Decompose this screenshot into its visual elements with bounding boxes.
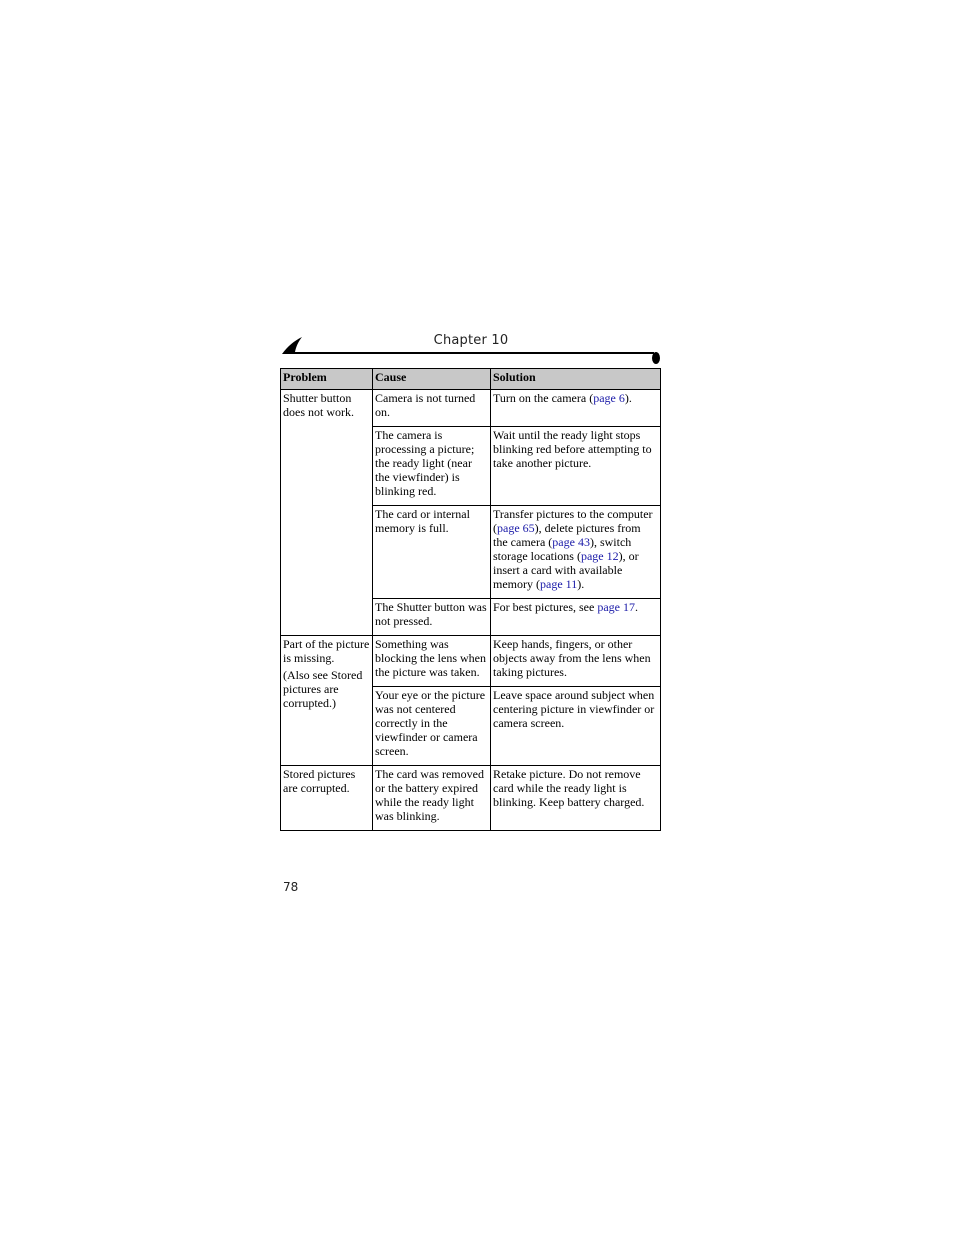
solution-cell <box>491 636 661 687</box>
chapter-header <box>280 330 662 370</box>
solution-text: ( <box>493 521 497 535</box>
chapter-title: Chapter 10 <box>433 333 509 348</box>
page-link[interactable]: page 43 <box>552 535 590 549</box>
problem-text: Stored pictures are corrupted. <box>283 767 356 795</box>
solution-cell <box>491 687 661 766</box>
solution-text: . <box>634 600 638 614</box>
solution-cell <box>491 390 661 427</box>
column-header-solution: Solution <box>491 369 661 390</box>
solution-text: ( <box>548 535 553 549</box>
column-header-cause: Cause <box>373 369 491 390</box>
page-number: 78 <box>283 880 299 894</box>
solution-cell <box>491 427 661 506</box>
cause-cell: The camera is processing a picture; the ready light (near the viewfinder) is blinking red. <box>373 427 491 506</box>
problem-cell <box>281 636 373 766</box>
column-header-problem: Problem <box>281 369 373 390</box>
solution-text: Transfer pictures to the computer <box>493 507 653 521</box>
problem-text: Part of the picture is missing. <box>283 637 370 665</box>
solution-text: ), delete pictures from the camera <box>493 521 641 549</box>
solution-text: For best pictures, see <box>493 600 598 614</box>
solution-text: ). <box>624 391 632 405</box>
problem-cell <box>281 390 373 636</box>
solution-cell <box>491 766 661 831</box>
solution-text: ( <box>576 549 581 563</box>
solution-text: Retake picture. Do not remove card while the ready light is blinking. Keep battery charged. <box>493 767 645 809</box>
problem-text: (Also see Stored pictures are corrupted.) <box>283 668 363 710</box>
solution-text: ( <box>589 391 594 405</box>
table-body <box>281 390 661 831</box>
table-header-row <box>281 369 661 390</box>
cause-cell: Your eye or the picture was not centered correctly in the viewfinder or camera screen. <box>373 687 491 766</box>
solution-text: ( <box>536 577 540 591</box>
solution-text: Leave space around subject when centering picture in viewfinder or camera screen. <box>493 688 655 730</box>
cause-cell: The Shutter button was not pressed. <box>373 599 491 636</box>
solution-text: Turn on the camera <box>493 391 590 405</box>
problem-cell <box>281 766 373 831</box>
table-row <box>281 766 661 831</box>
cause-cell: The card was removed or the battery expired while the ready light was blinking. <box>373 766 491 831</box>
page-link[interactable]: page 65 <box>497 521 535 535</box>
solution-text: Wait until the ready light stops blinking red before attempting to take another picture. <box>493 428 652 470</box>
page-link[interactable]: page 17 <box>597 600 635 614</box>
table-row <box>281 636 661 687</box>
solution-text: ), switch storage locations <box>493 535 632 563</box>
page-link[interactable]: page 12 <box>580 549 619 563</box>
page-link[interactable]: page 11 <box>540 577 578 591</box>
table-row <box>281 390 661 427</box>
cause-cell: The card or internal memory is full. <box>373 506 491 599</box>
cause-cell: Camera is not turned on. <box>373 390 491 427</box>
solution-cell <box>491 599 661 636</box>
troubleshooting-table <box>280 368 661 831</box>
oval-end-icon <box>652 352 660 364</box>
solution-cell <box>491 506 661 599</box>
solution-text: ), or insert a card with available memory <box>493 549 639 591</box>
page-link[interactable]: page 6 <box>593 391 625 405</box>
solution-text: ). <box>577 577 585 591</box>
problem-text: Shutter button does not work. <box>283 391 354 419</box>
cause-cell: Something was blocking the lens when the picture was taken. <box>373 636 491 687</box>
solution-text: Keep hands, fingers, or other objects away from the lens when taking pictures. <box>493 637 651 679</box>
